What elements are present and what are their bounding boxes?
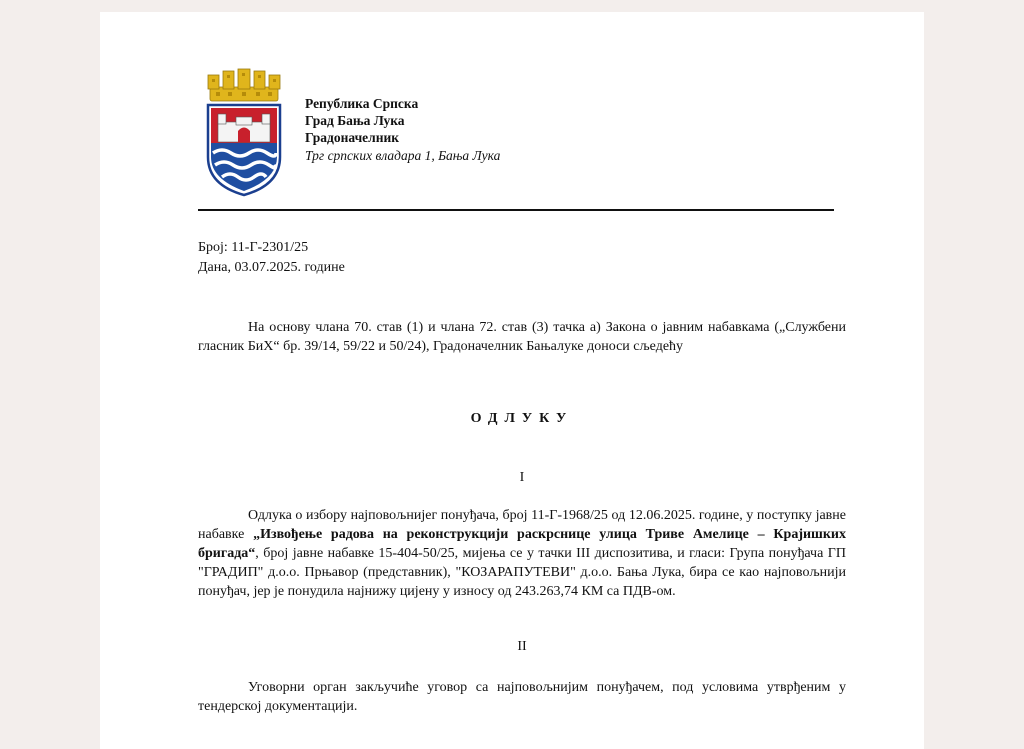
header-mayor: Градоначелник	[305, 130, 400, 145]
section-2-paragraph: Уговорни орган закључиће уговор са најповољнијим понуђачем, под условима утврђеним у тендерској документацији.	[198, 680, 846, 714]
header-address: Трг српских владара 1, Бања Лука	[305, 148, 501, 163]
section-numeral-2: II	[517, 639, 527, 654]
procurement-title: „Извођење радова на реконструкцији раскрснице улица Триве Амелице – Крајишких бригада“	[198, 527, 846, 561]
header-city: Град Бања Лука	[305, 113, 405, 128]
city-coat-of-arms-logo	[204, 67, 284, 197]
section-1-text-a: Одлука о избору најповољнијег понуђача, број 11-Г-1968/25 од 12.06.2025. године, у поступку јавне набавке	[198, 508, 846, 542]
section-numeral-1: I	[519, 470, 525, 485]
section-1-text-b: , број јавне набавке 15-404-50/25, мијења се у тачки III диспозитива, и гласи: Група понуђача ГП "ГРАДИП" д.о.о. Прњавор (представник), "КОЗАРАПУТЕВИ" д.о.о. Бања Лука, бира се као најповољнији понуђач, јер је понудила најнижу цијену у износу од 243.263,74 КМ са ПДВ-ом.	[198, 546, 846, 599]
header-divider	[198, 209, 834, 211]
section-1-paragraph	[198, 506, 846, 601]
intro-paragraph: На основу члана 70. став (1) и члана 72. став (3) тачка а) Закона о јавним набавкама („Службени гласник БиХ“ бр. 39/14, 59/22 и 50/24), Градоначелник Бањалуке доноси сљедећу	[198, 320, 846, 354]
document-page	[100, 12, 924, 749]
header-republic: Република Српска	[305, 96, 419, 111]
decision-title: ОДЛУКУ	[470, 411, 574, 426]
document-number: Број: 11-Г-2301/25	[198, 240, 309, 255]
document-date: Дана, 03.07.2025. године	[198, 260, 345, 275]
